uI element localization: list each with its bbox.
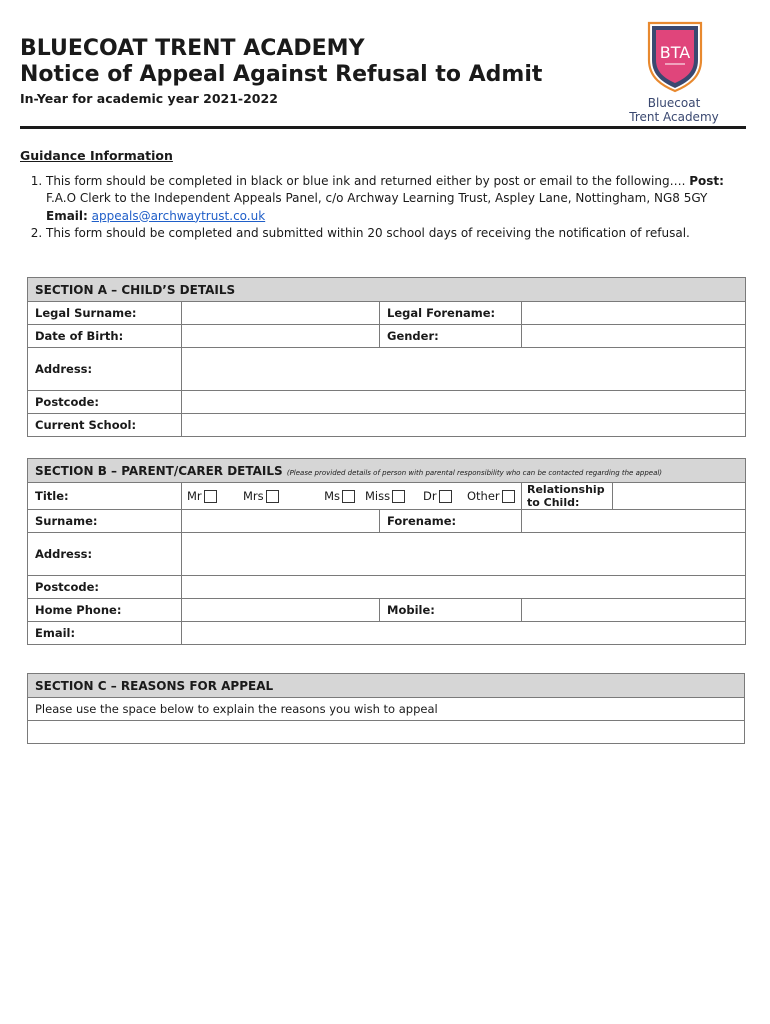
title-option-ms[interactable]: Ms <box>305 489 365 503</box>
school-name: BLUECOAT TRENT ACADEMY <box>20 36 365 61</box>
guidance-item-1-text: This form should be completed in black or blue ink and returned either by post or email to the following…. <box>46 173 686 188</box>
checkbox-mr[interactable] <box>204 490 217 503</box>
appeals-email-link[interactable]: appeals@archwaytrust.co.uk <box>91 208 266 223</box>
dob-label: Date of Birth: <box>28 325 182 348</box>
guidance-section <box>20 147 750 243</box>
gender-label: Gender: <box>380 325 522 348</box>
mobile-label: Mobile: <box>380 599 522 622</box>
child-postcode-field[interactable] <box>182 391 746 414</box>
legal-forename-field[interactable] <box>522 302 746 325</box>
guidance-item-2: 2. This form should be completed and submitted within 20 school days of receiving the notification of refusal. <box>46 225 750 243</box>
shield-icon <box>643 20 707 94</box>
checkbox-ms[interactable] <box>342 490 355 503</box>
section-c-table <box>27 673 745 744</box>
post-address: F.A.O Clerk to the Independent Appeals Panel, c/o Archway Learning Trust, Aspley Lane, Nottingham, NG8 5GY <box>46 191 708 205</box>
title-label: Title: <box>28 483 182 510</box>
child-postcode-label: Postcode: <box>28 391 182 414</box>
guidance-list <box>20 173 750 243</box>
parent-postcode-label: Postcode: <box>28 576 182 599</box>
child-address-label: Address: <box>28 348 182 391</box>
title-option-other[interactable]: Other <box>467 489 515 503</box>
relationship-field[interactable] <box>613 483 746 510</box>
section-b-heading <box>28 459 746 483</box>
email-field-label: Email: <box>28 622 182 645</box>
logo-monogram: BTA <box>659 43 691 62</box>
title-option-dr[interactable]: Dr <box>423 489 467 503</box>
email-field[interactable] <box>182 622 746 645</box>
checkbox-mrs[interactable] <box>266 490 279 503</box>
current-school-field[interactable] <box>182 414 746 437</box>
parent-surname-label: Surname: <box>28 510 182 533</box>
section-a-heading: SECTION A – CHILD’S DETAILS <box>28 278 746 302</box>
home-phone-label: Home Phone: <box>28 599 182 622</box>
form-title: Notice of Appeal Against Refusal to Admit <box>20 62 543 87</box>
checkbox-dr[interactable] <box>439 490 452 503</box>
parent-forename-field[interactable] <box>522 510 746 533</box>
section-b-title: SECTION B – PARENT/CARER DETAILS <box>35 463 283 478</box>
current-school-label: Current School: <box>28 414 182 437</box>
parent-forename-label: Forename: <box>380 510 522 533</box>
legal-forename-label: Legal Forename: <box>380 302 522 325</box>
checkbox-other[interactable] <box>502 490 515 503</box>
mobile-field[interactable] <box>522 599 746 622</box>
section-b-table <box>27 458 746 645</box>
parent-postcode-field[interactable] <box>182 576 746 599</box>
section-a-table <box>27 277 746 437</box>
title-options-row <box>187 489 516 503</box>
document-header <box>20 36 542 108</box>
checkbox-miss[interactable] <box>392 490 405 503</box>
gender-field[interactable] <box>522 325 746 348</box>
post-label: Post: <box>689 173 724 188</box>
guidance-title: Guidance Information <box>20 148 173 163</box>
title-option-miss[interactable]: Miss <box>365 489 423 503</box>
relationship-label: Relationship to Child: <box>522 483 613 510</box>
logo-name-line1: Bluecoat <box>647 96 701 110</box>
parent-address-label: Address: <box>28 533 182 576</box>
school-logo <box>618 20 733 128</box>
email-label: Email: <box>46 208 88 223</box>
header-divider <box>20 126 746 129</box>
title-option-mrs[interactable]: Mrs <box>243 489 305 503</box>
legal-surname-field[interactable] <box>182 302 380 325</box>
reasons-instruction: Please use the space below to explain the reasons you wish to appeal <box>28 698 745 721</box>
section-c-heading: SECTION C – REASONS FOR APPEAL <box>28 674 745 698</box>
guidance-item-1 <box>46 173 750 226</box>
title-options <box>182 483 522 510</box>
child-address-field[interactable] <box>182 348 746 391</box>
title-option-mr[interactable]: Mr <box>187 489 243 503</box>
logo-name-line2: Trent Academy <box>629 110 719 124</box>
dob-field[interactable] <box>182 325 380 348</box>
form-subtitle: In-Year for academic year 2021-2022 <box>20 91 278 106</box>
legal-surname-label: Legal Surname: <box>28 302 182 325</box>
reasons-textarea[interactable] <box>28 721 745 744</box>
parent-surname-field[interactable] <box>182 510 380 533</box>
parent-address-field[interactable] <box>182 533 746 576</box>
home-phone-field[interactable] <box>182 599 380 622</box>
section-b-note: (Please provided details of person with parental responsibility who can be contacted regarding the appeal) <box>286 468 663 477</box>
